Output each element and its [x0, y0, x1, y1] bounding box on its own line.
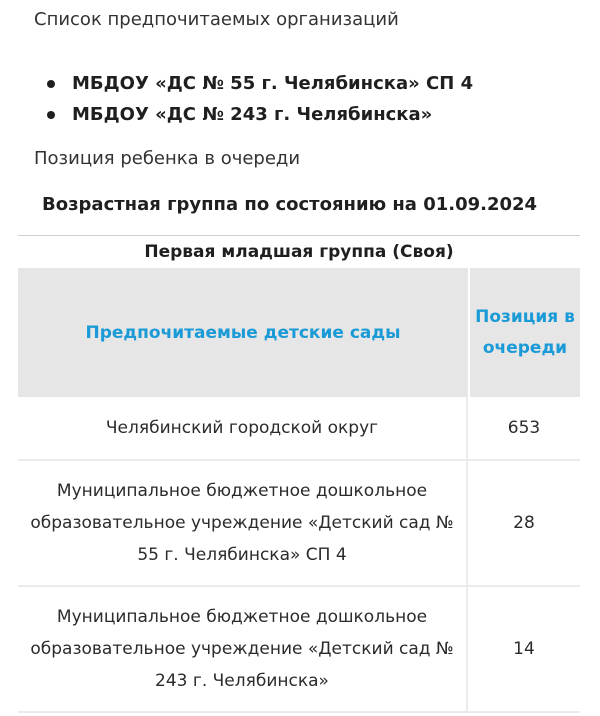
preferred-organizations-list	[0, 68, 473, 130]
column-header-position: Позиция в очереди	[468, 268, 580, 397]
table-cell-position: 14	[468, 587, 580, 713]
table-cell-kindergarten: Муниципальное бюджетное дошкольное образовательное учреждение «Детский сад № 55 г. Челябинска» СП 4	[18, 461, 468, 587]
table-cell-position: 653	[468, 397, 580, 461]
preferred-organization-item	[0, 99, 473, 130]
age-group-title: Возрастная группа по состоянию на 01.09.2024	[42, 194, 538, 215]
group-caption: Первая младшая группа (Своя)	[144, 242, 454, 262]
preferred-organization-item	[0, 68, 473, 99]
bullet-icon	[47, 111, 55, 119]
preferred-organization-label: МБДОУ «ДС № 55 г. Челябинска» СП 4	[72, 73, 474, 94]
preferred-organization-label: МБДОУ «ДС № 243 г. Челябинска»	[72, 104, 433, 125]
bullet-icon	[47, 80, 55, 88]
column-header-kindergartens: Предпочитаемые детские сады	[18, 268, 468, 397]
queue-position-table	[18, 235, 580, 713]
table-cell-position: 28	[468, 461, 580, 587]
table-grid	[18, 268, 580, 713]
queue-position-heading: Позиция ребенка в очереди	[34, 148, 301, 169]
table-cell-kindergarten: Муниципальное бюджетное дошкольное образовательное учреждение «Детский сад № 243 г. Челябинска»	[18, 587, 468, 713]
table-cell-kindergarten: Челябинский городской округ	[18, 397, 468, 461]
preferred-organizations-heading: Список предпочитаемых организаций	[34, 9, 399, 30]
